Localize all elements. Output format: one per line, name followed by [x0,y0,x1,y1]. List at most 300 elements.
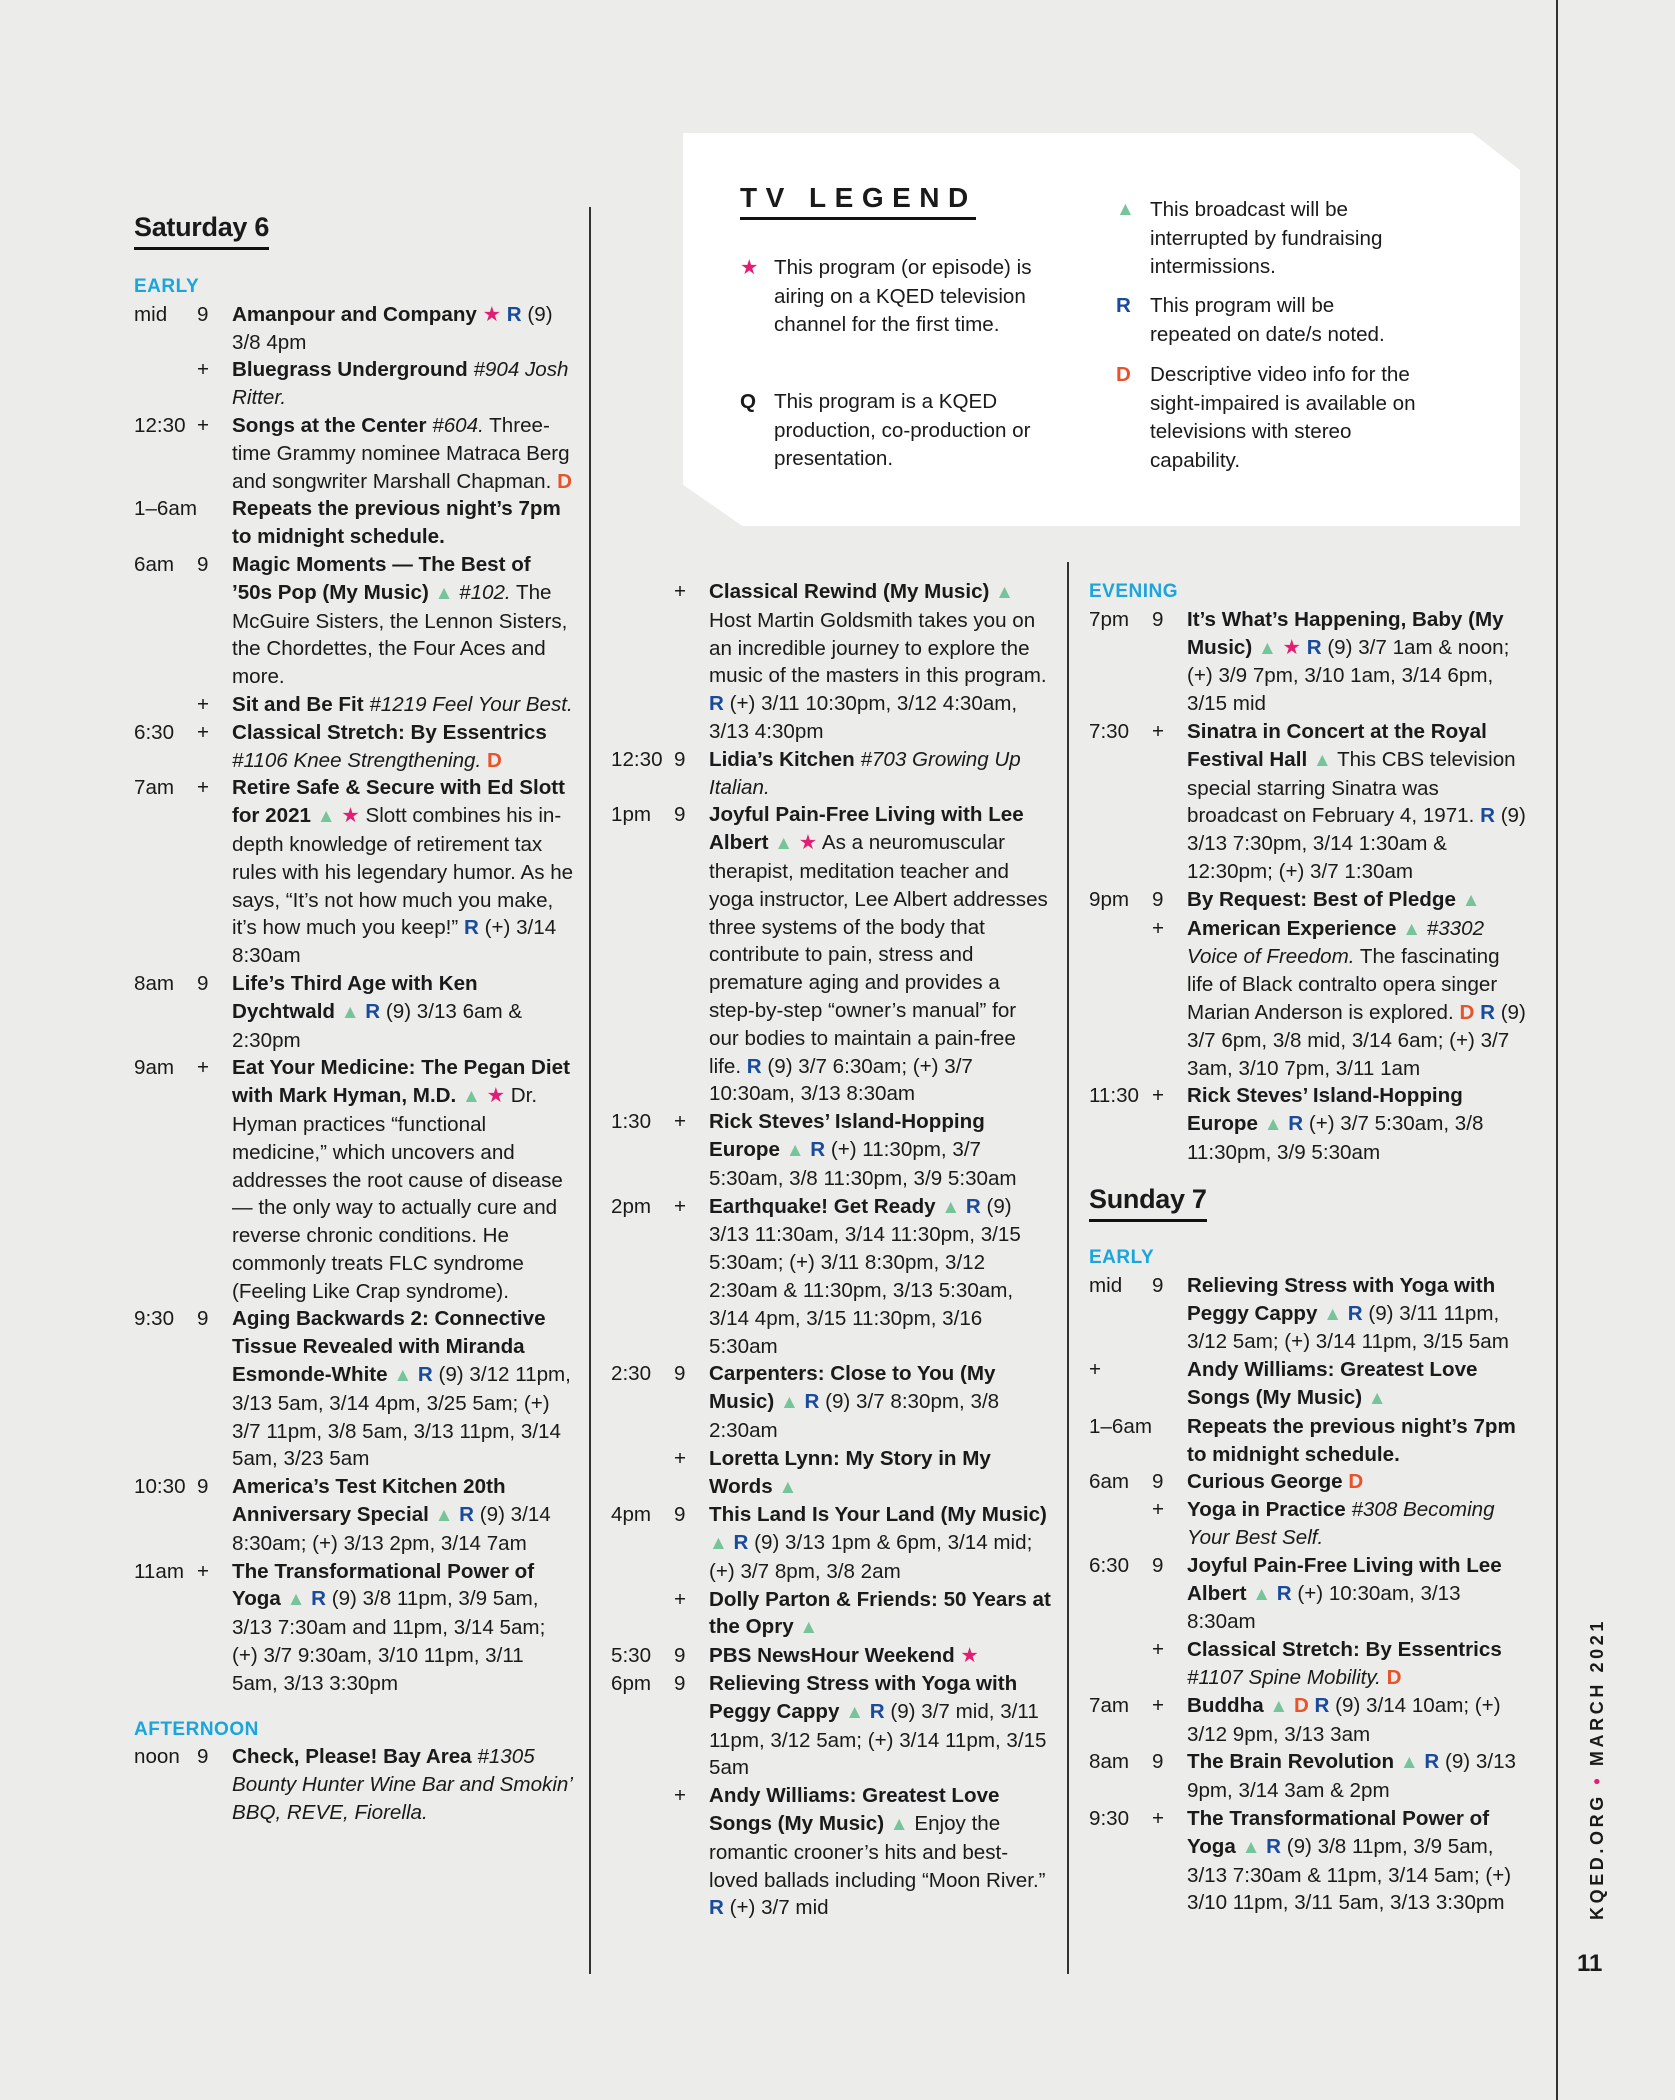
entry-channel: 9 [197,1745,209,1769]
repeat-icon: R [417,1363,433,1387]
entry-body [232,691,574,719]
repeat-dates: (9) 3/8 11pm, 3/9 5am, 3/13 7:30am and 11pm, 3/14 5am; (+) 3/7 9:30am, 3/10 11pm, 3/11 5am, 3/13 3:30pm [232,1587,546,1695]
triangle-icon: ▲ [1252,1583,1272,1605]
triangle-icon: ▲ [1367,1387,1387,1409]
schedule-entry[interactable] [611,1782,1051,1922]
entry-time: 2pm [611,1194,652,1218]
legend-star-item: ★ This program (or episode) is airing on a KQED television channel for the first time. [740,256,1032,336]
entry-time: 8am [134,971,175,995]
schedule-entry[interactable] [134,1743,574,1826]
program-title: By Request: Best of Pledge [1187,887,1456,911]
entry-time: 1–6am [134,497,197,521]
sunday-heading: Sunday 7 [1089,1184,1207,1222]
entry-time: 5:30 [611,1644,652,1668]
q-icon: Q [740,390,757,413]
schedule-entry[interactable] [611,1501,1051,1585]
entry-body [1187,718,1529,886]
program-description: Host Martin Goldsmith takes you on an incredible journey to explore the music of the masters in this program. [709,608,1047,688]
program-description: Slott combines his in-depth knowledge of retirement tax rules with his legendary humor. As he says, “It’s not how much you make, it’s how much you keep!” [232,804,574,940]
entry-channel: + [197,1559,210,1583]
program-title: Curious George [1187,1470,1343,1494]
repeat-icon: R [869,1699,885,1723]
program-title: Classical Rewind (My Music) [709,580,990,603]
repeat-icon: R [1306,635,1322,659]
star-icon: ★ [341,804,360,828]
repeat-icon: R [365,999,381,1023]
entry-time: noon [134,1745,180,1769]
repeat-icon: R [733,1531,749,1555]
program-title: American Experience [1187,916,1397,940]
entry-time: 8am [1089,1750,1130,1774]
schedule-entry[interactable] [611,746,1051,802]
entry-time: 6:30 [134,720,175,744]
schedule-entry[interactable] [134,1054,574,1305]
side-rule [1556,0,1558,2100]
schedule-entry[interactable] [611,1193,1051,1361]
schedule-entry[interactable] [1089,1356,1529,1413]
entry-body [709,1501,1051,1585]
schedule-entry[interactable] [134,551,574,691]
program-title: It’s What’s Happening, Baby (My Music) [1187,607,1504,659]
schedule-entry[interactable] [134,1558,574,1698]
triangle-icon: ▲ [995,582,1014,603]
schedule-entry[interactable] [134,356,574,412]
entry-time: 7:30 [1089,719,1130,743]
repeat-dates: (9) 3/12 11pm, 3/13 5am, 3/14 4pm, 3/25 5am; (+) 3/7 11pm, 3/8 5am, 3/13 11pm, 3/14 5am, 3/23 5am [232,1363,571,1471]
schedule-column-2 [611,578,1051,1922]
entry-channel: 9 [1152,887,1164,911]
star-icon: ★ [482,302,502,326]
triangle-icon: ▲ [340,1001,360,1023]
triangle-icon: ▲ [1116,199,1135,220]
repeat-icon: R [1266,1834,1281,1858]
entry-channel: 9 [674,1644,686,1668]
saturday-heading: Saturday 6 [134,212,269,250]
program-title: Joyful Pain-Free Living with Lee Albert [1187,1553,1502,1605]
triangle-icon: ▲ [393,1365,413,1387]
entry-body [1187,1082,1529,1166]
program-title: Life’s Third Age with Ken Dychtwald [232,971,478,1023]
descriptive-video-icon: D [1348,1470,1364,1494]
entry-body [232,356,574,412]
repeat-dates: (9) 3/11 11pm, 3/12 5am; (+) 3/14 11pm, 3/15 5am [1187,1301,1509,1354]
page-number: 11 [1577,1950,1603,1977]
schedule-entry[interactable] [1089,1748,1529,1805]
episode-info: #1305 Bounty Hunter Wine Bar and Smokin’ BBQ, REVE, Fiorella. [232,1745,572,1825]
entry-channel: 9 [1152,1470,1164,1494]
entry-time: 9pm [1089,887,1130,911]
schedule-entry[interactable] [611,801,1051,1108]
triangle-icon: ▲ [1312,749,1332,771]
entry-channel: 9 [1152,1273,1164,1297]
legend-q-item: Q This program is a KQED production, co-production or presentation. [740,390,1031,470]
schedule-entry[interactable] [134,719,574,775]
repeat-icon: R [1480,804,1495,828]
entry-body [1187,606,1529,718]
program-title: Rick Steves’ Island-Hopping Europe [1187,1084,1463,1136]
repeat-icon: R [1314,1693,1330,1717]
program-title: Classical Stretch: By Essentrics [232,720,547,744]
entry-channel: + [197,776,210,800]
program-title: Retire Safe & Secure with Ed Slott for 2021 [232,776,566,828]
program-title: Loretta Lynn: My Story in My Words [709,1446,991,1498]
entry-time: 4pm [611,1503,652,1527]
entry-channel: + [197,413,210,437]
repeat-dates: (9) 3/7 6pm, 3/8 mid, 3/14 6am; (+) 3/7 3am, 3/10 7pm, 3/11 1am [1187,1000,1526,1080]
entry-channel: + [1152,1084,1165,1108]
entry-body [709,1670,1051,1782]
entry-channel: 9 [197,1475,209,1499]
triangle-icon: ▲ [941,1196,961,1218]
legend-d-item: D Descriptive video info for the sight-impaired is available on televisions with stereo capability. [1116,363,1416,472]
program-description: This CBS television special starring Sinatra was broadcast on February 4, 1971. [1187,747,1516,828]
program-title: Songs at the Center [232,413,427,437]
entry-channel: + [1152,1806,1165,1830]
repeat-dates: (9) 3/8 11pm, 3/9 5am, 3/13 7:30am & 11pm, 3/14 5am; (+) 3/10 11pm, 3/11 5am, 3/13 3:30pm [1187,1834,1512,1915]
entry-body [1187,1468,1529,1496]
program-title: Classical Stretch: By Essentrics [1187,1638,1502,1662]
entry-channel: 9 [1152,1553,1164,1577]
triangle-icon: ▲ [434,1505,454,1527]
spacer [134,1698,574,1716]
entry-channel: + [1152,1638,1165,1662]
schedule-entry[interactable] [134,691,574,719]
entry-body [232,551,574,691]
triangle-icon: ▲ [1263,1114,1283,1136]
program-title: Andy Williams: Greatest Love Songs (My Music) [709,1784,1000,1836]
entry-channel: 9 [197,1307,209,1331]
entry-channel: 9 [674,1362,686,1386]
entry-body [1187,1636,1529,1692]
entry-time: 12:30 [134,413,186,437]
program-title: Earthquake! Get Ready [709,1194,936,1218]
schedule-entry[interactable] [611,578,1051,746]
entry-body [1187,1805,1529,1917]
entry-time: 1–6am [1089,1414,1152,1438]
triangle-icon: ▲ [778,1476,798,1498]
entry-body [1187,1413,1529,1469]
repeat-icon: R [1480,1000,1495,1024]
entry-time: 9:30 [1089,1806,1130,1830]
entry-body [232,1558,574,1698]
entry-body [1187,1552,1529,1636]
entry-body [709,746,1051,802]
program-title: Bluegrass Underground [232,358,468,382]
program-title: Buddha [1187,1693,1264,1717]
program-title: Yoga in Practice [1187,1498,1346,1522]
repeat-dates: (+) 11:30pm, 3/7 5:30am, 3/8 11:30pm, 3/9 5:30am [709,1137,1017,1190]
schedule-entry[interactable] [1089,1636,1529,1692]
entry-time: 9:30 [134,1307,175,1331]
schedule-entry[interactable] [134,774,574,970]
star-icon: ★ [1282,635,1301,659]
triangle-icon: ▲ [1461,889,1481,911]
r-icon: R [1116,294,1131,317]
entry-channel: 9 [1152,607,1164,631]
program-title: Dolly Parton & Friends: 50 Years at the Opry [709,1587,1051,1639]
triangle-icon: ▲ [1323,1303,1343,1325]
triangle-icon: ▲ [434,582,454,604]
entry-channel: 9 [197,971,209,995]
schedule-entry[interactable] [1089,1552,1529,1636]
repeat-icon: R [965,1194,981,1218]
program-title: America’s Test Kitchen 20th Anniversary Special [232,1475,506,1527]
schedule-entry[interactable] [134,970,574,1054]
entry-time: 6pm [611,1672,652,1696]
program-title: Rick Steves’ Island-Hopping Europe [709,1110,985,1161]
entry-body [232,1054,574,1305]
repeat-dates: (9) 3/14 8:30am; (+) 3/13 2pm, 3/14 7am [232,1503,551,1555]
triangle-icon: ▲ [1402,918,1422,940]
entry-time: 6am [1089,1470,1130,1494]
entry-channel: + [674,1110,687,1134]
schedule-entry[interactable] [1089,1272,1529,1356]
entry-body [709,1193,1051,1361]
entry-time: 6:30 [1089,1553,1130,1577]
triangle-icon: ▲ [1241,1836,1261,1858]
section-label: EARLY [134,276,200,297]
entry-channel: 9 [674,747,686,771]
entry-body [709,578,1051,746]
program-title: The Brain Revolution [1187,1750,1395,1774]
entry-body [1187,1272,1529,1356]
repeat-dates: (9) 3/8 4pm [232,302,553,354]
episode-info: #308 Becoming Your Best Self. [1187,1498,1495,1549]
descriptive-video-icon: D [557,469,572,493]
entry-channel: + [674,1446,687,1470]
schedule-entry[interactable] [1089,1692,1529,1749]
program-title: Repeats the previous night’s 7pm to midnight schedule. [1187,1414,1516,1466]
schedule-entry[interactable] [134,1305,574,1473]
entry-channel: + [1152,1693,1165,1717]
schedule-entry[interactable] [134,495,574,551]
repeat-dates: (9) 3/13 9pm, 3/14 3am & 2pm [1187,1750,1516,1803]
schedule-entry[interactable] [1089,1468,1529,1496]
schedule-entry[interactable] [611,1445,1051,1502]
star-icon: ★ [798,831,818,855]
entry-channel: 9 [674,803,686,827]
repeat-icon: R [804,1390,820,1414]
triangle-icon: ▲ [799,1617,819,1639]
entry-time: 1:30 [611,1110,652,1134]
program-description: Three-time Grammy nominee Matraca Berg and songwriter Marshall Chapman. [232,413,570,493]
entry-time: 12:30 [611,747,663,771]
repeat-icon: R [459,1503,475,1527]
program-title: Repeats the previous night’s 7pm to midnight schedule. [232,497,561,549]
schedule-entry[interactable] [134,301,574,357]
repeat-dates: (9) 3/7 1am & noon; (+) 3/9 7pm, 3/10 1am, 3/14 6pm, 3/15 mid [1187,635,1510,716]
repeat-dates: (+) 3/7 5:30am, 3/8 11:30pm, 3/9 5:30am [1187,1112,1484,1164]
entry-body [1187,886,1529,915]
entry-body [1187,1356,1529,1413]
repeat-dates: (9) 3/13 11:30am, 3/14 11:30pm, 3/15 5:30am; (+) 3/11 8:30pm, 3/12 2:30am & 11:30pm, 3/13 5:30am, 3/14 4pm, 3/15 11:30pm, 3/16 5:30am [709,1194,1021,1358]
entry-body [709,1108,1051,1192]
program-title: Sinatra in Concert at the Royal Festival Hall [1187,719,1487,771]
triangle-icon: ▲ [785,1139,805,1161]
episode-info: #102. [459,580,511,604]
repeat-icon: R [1424,1750,1440,1774]
repeat-dates: (+) 3/11 10:30pm, 3/12 4:30am, 3/13 4:30pm [709,692,1018,743]
entry-time: + [1089,1358,1102,1382]
entry-time: mid [134,302,168,326]
schedule-entry[interactable] [611,1586,1051,1643]
descriptive-video-icon: D [1293,1693,1309,1717]
repeat-icon: R [1276,1581,1292,1605]
entry-channel: + [674,580,687,603]
schedule-entry[interactable] [1089,1413,1529,1469]
schedule-entry[interactable] [1089,1496,1529,1552]
repeat-icon: R [709,692,724,716]
column-divider [1067,562,1069,1974]
d-icon: D [1116,363,1131,386]
legend-r-item: R This program will be repeated on date/s noted. [1116,294,1385,346]
schedule-entry[interactable] [1089,606,1529,718]
repeat-dates: (9) 3/7 6:30am; (+) 3/7 10:30am, 3/13 8:30am [709,1054,973,1106]
schedule-entry[interactable] [611,1642,1051,1670]
program-title: Andy Williams: Greatest Love Songs (My Music) [1187,1358,1478,1409]
star-icon: ★ [740,256,759,279]
entry-channel: + [197,1056,210,1080]
entry-body [232,1743,574,1826]
entry-time: 11:30 [1089,1084,1140,1108]
schedule-entry[interactable] [134,412,574,495]
program-title: Relieving Stress with Yoga with Peggy Cappy [1187,1273,1496,1325]
program-description: Dr. Hyman practices “functional medicine,” which uncovers and addresses the root cause of disease — the only way to actually cure and reverse chronic conditions. He commonly treats FLC syndrome (Feeling Like Crap syndrome). [232,1084,563,1303]
repeat-icon: R [464,916,479,940]
repeat-dates: (9) 3/7 8:30pm, 3/8 2:30am [709,1390,1000,1442]
episode-info: #1106 Knee Strengthening. [232,748,482,772]
repeat-icon: R [1347,1301,1363,1325]
section-label: EARLY [1089,1247,1155,1268]
repeat-icon: R [746,1054,762,1078]
program-description: As a neuromuscular therapist, meditation teacher and yoga instructor, Lee Albert addresses three systems of the body that contribute to pain, stress and premature aging and provides a step-by-step “owner’s manual” for our bodies to maintain a pain-free life. [709,831,1048,1078]
episode-info: #3302 Voice of Freedom. [1187,916,1485,969]
entry-channel: + [1152,1498,1165,1522]
program-title: Carpenters: Close to You (My Music) [709,1362,996,1414]
entry-channel: 9 [674,1672,686,1696]
schedule-entry[interactable] [1089,886,1529,915]
triangle-icon: ▲ [462,1086,481,1108]
entry-time: mid [1089,1273,1123,1297]
program-title: Amanpour and Company [232,302,477,326]
episode-info: #604. [432,413,484,437]
entry-time: 7pm [1089,607,1130,631]
program-title: Aging Backwards 2: Connective Tissue Revealed with Miranda Esmonde-White [232,1307,546,1387]
schedule-entry[interactable] [611,1108,1051,1192]
entry-channel: 9 [674,1503,686,1527]
entry-time: 2:30 [611,1362,652,1386]
triangle-icon: ▲ [774,833,794,855]
schedule-entry[interactable] [611,1360,1051,1444]
repeat-dates: (9) 3/13 6am & 2:30pm [232,999,523,1052]
entry-body [232,495,574,551]
entry-channel: + [1152,916,1165,940]
triangle-icon: ▲ [316,806,336,828]
entry-channel: + [197,358,210,382]
legend-title: TV LEGEND [740,182,977,220]
program-title: Eat Your Medicine: The Pegan Diet with Mark Hyman, M.D. [232,1056,570,1108]
program-title: The Transformational Power of Yoga [1187,1806,1490,1858]
entry-channel: + [197,692,210,716]
program-title: Relieving Stress with Yoga with Peggy Cappy [709,1672,1018,1723]
entry-body [709,1642,1051,1670]
star-icon: ★ [486,1084,506,1108]
triangle-icon: ▲ [1269,1695,1289,1717]
triangle-icon: ▲ [1257,637,1277,659]
repeat-dates: (9) 3/13 7:30pm, 3/14 1:30am & 12:30pm; (+) 3/7 1:30am [1187,804,1526,883]
schedule-entry[interactable] [611,1670,1051,1782]
entry-body [709,1360,1051,1444]
entry-channel: + [674,1784,687,1808]
entry-channel: + [1152,719,1165,743]
entry-channel: + [197,720,210,744]
entry-time: 7am [134,776,175,800]
entry-body [1187,915,1529,1083]
entry-body [232,719,574,775]
repeat-dates: (9) 3/13 1pm & 6pm, 3/14 mid; (+) 3/7 8pm, 3/8 2am [709,1531,1033,1583]
entry-body [1187,1692,1529,1749]
entry-body [709,801,1051,1108]
schedule-entry[interactable] [1089,718,1529,886]
section-label: AFTERNOON [134,1718,259,1740]
entry-time: 10:30 [134,1475,186,1499]
schedule-entry[interactable] [1089,1082,1529,1166]
triangle-icon: ▲ [845,1701,865,1723]
program-title: Magic Moments — The Best of ’50s Pop (My Music) [232,552,531,604]
program-description: The McGuire Sisters, the Lennon Sisters, the Chordettes, the Four Aces and more. [232,580,568,689]
program-title: Lidia’s Kitchen [709,747,855,771]
program-title: The Transformational Power of Yoga [232,1559,535,1611]
entry-body [232,970,574,1054]
repeat-icon: R [810,1137,826,1161]
section-label: EVENING [1089,581,1179,602]
entry-time: 7am [1089,1693,1130,1717]
entry-body [232,412,574,495]
entry-channel: + [674,1194,687,1218]
episode-info: #1219 Feel Your Best. [369,692,573,716]
legend-triangle-item: ▲ This broadcast will be interrupted by fundraising intermissions. [1116,198,1383,278]
triangle-icon: ▲ [709,1533,728,1555]
program-title: Sit and Be Fit [232,692,364,716]
program-title: PBS NewsHour Weekend [709,1644,955,1668]
schedule-column-3 [1089,578,1529,1167]
schedule-entry[interactable] [1089,915,1529,1083]
star-icon: ★ [960,1644,979,1668]
repeat-dates: (9) 3/14 10am; (+) 3/12 9pm, 3/13 3am [1187,1693,1501,1746]
program-title: Joyful Pain-Free Living with Lee Albert [709,803,1024,855]
schedule-entry[interactable] [134,1473,574,1557]
episode-info: #904 Josh Ritter. [232,358,569,410]
entry-body [232,1305,574,1473]
program-description: The fascinating life of Black contralto opera singer Marian Anderson is explored. [1187,945,1500,1024]
schedule-column-1 [134,273,574,1827]
entry-channel: 9 [197,552,209,576]
descriptive-video-icon: D [1459,1000,1475,1024]
entry-body [709,1586,1051,1643]
program-title: Check, Please! Bay Area [232,1745,472,1769]
repeat-dates: (9) 3/7 mid, 3/11 11pm, 3/12 5am; (+) 3/14 11pm, 3/15 5am [709,1699,1047,1780]
schedule-entry[interactable] [1089,1805,1529,1917]
repeat-dates: (+) 10:30am, 3/13 8:30am [1187,1581,1461,1634]
entry-channel: 9 [197,302,209,326]
entry-body [232,301,574,357]
descriptive-video-icon: D [1386,1665,1402,1689]
schedule-column-4 [1089,1244,1529,1917]
entry-time: 11am [134,1559,184,1583]
repeat-icon: R [1288,1112,1304,1136]
repeat-icon: R [311,1587,326,1611]
entry-channel: 9 [1152,1750,1164,1774]
